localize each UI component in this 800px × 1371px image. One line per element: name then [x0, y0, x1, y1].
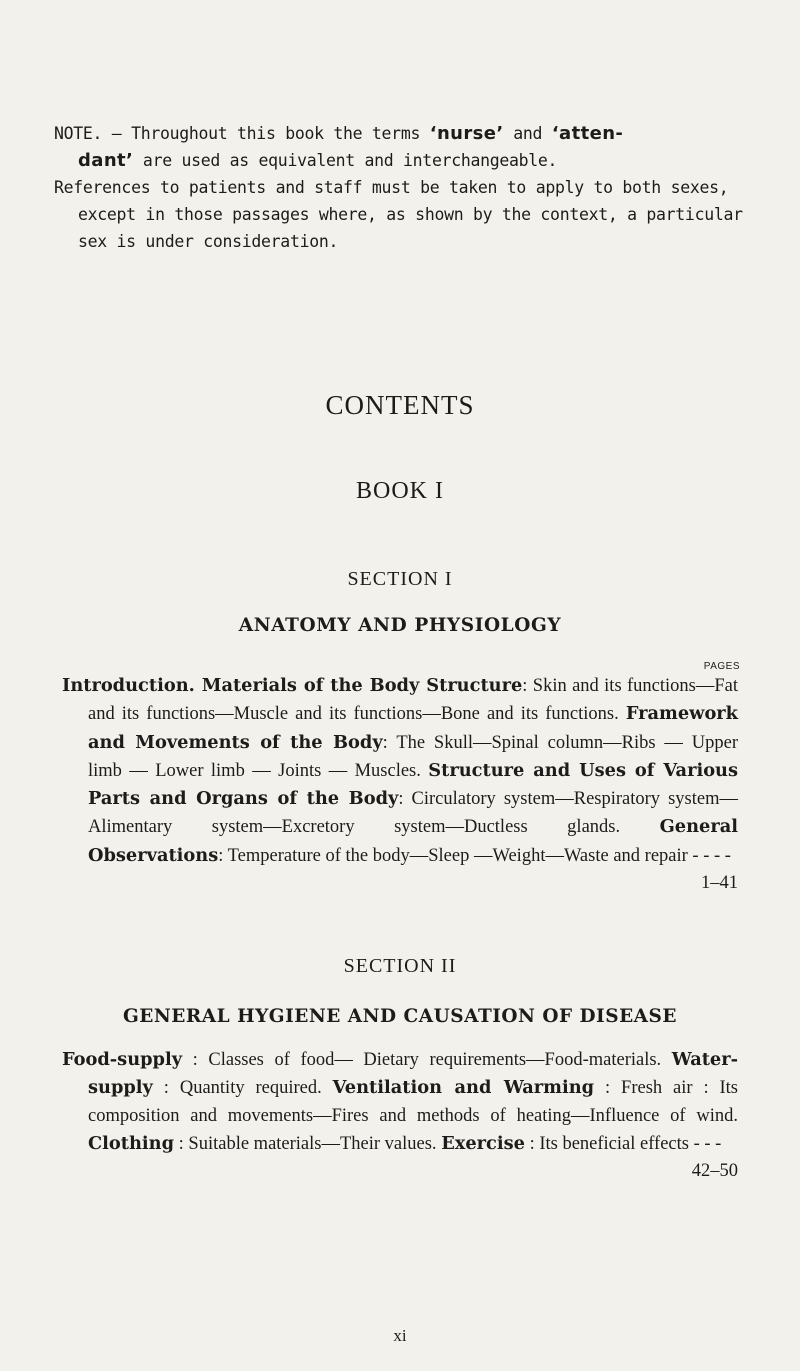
section2-entry	[62, 1046, 738, 1185]
page-number: xi	[393, 1326, 407, 1345]
text-ventilation: : Fresh air : Its composition and movements—Fires and methods of heating—Influence of wind.	[88, 1078, 738, 1126]
term-attendant-part1: ‘atten-	[551, 123, 624, 144]
section2-title: SECTION II	[343, 955, 457, 977]
pages-column-label: PAGES	[703, 661, 740, 672]
note-terms	[54, 120, 744, 174]
section2-paragraph	[62, 1046, 738, 1182]
text-framework: : The Skull—Spinal column—Ribs — Upper limb — Lower limb — Joints — Muscles.	[88, 732, 738, 781]
term-nurse: ‘nurse’	[429, 123, 504, 144]
note-lead: NOTE. — Throughout this book the terms	[54, 124, 430, 143]
section1-paragraph	[62, 672, 739, 894]
section2-subtitle: GENERAL HYGIENE AND CAUSATION OF DISEASE	[123, 1006, 677, 1027]
heading-food-supply: Food-supply	[62, 1049, 183, 1070]
note-mid: and	[503, 124, 552, 143]
text-introduction: : Skin and its functions—Fat and its functions—Muscle and its functions—Bone and its functions.	[88, 676, 739, 725]
section1-entry	[62, 672, 738, 897]
term-attendant-part2: dant’	[78, 150, 134, 171]
heading-framework: Framework and Movements of the Body	[88, 703, 738, 753]
contents-title: CONTENTS	[325, 390, 475, 420]
heading-general-observations: General Observations	[88, 816, 738, 866]
heading-exercise: Exercise	[441, 1132, 525, 1154]
leader-dots: - - -	[688, 1133, 722, 1154]
heading-clothing: Clothing	[88, 1132, 175, 1154]
page-range: 1–41	[701, 873, 738, 894]
text-food-supply: : Classes of food— Dietary requirements—Food-materials.	[182, 1050, 672, 1070]
text-clothing: : Suitable materials—Their values.	[174, 1133, 442, 1154]
note-tail: are used as equivalent and interchangeable.	[133, 151, 558, 170]
text-structure: : Circulatory system—Respiratory system—Alimentary system—Excretory system—Ductless glands.	[88, 789, 738, 838]
section1-title: SECTION I	[347, 568, 453, 590]
heading-structure: Structure and Uses of Various Parts and Organs of the Body	[88, 759, 738, 810]
note-references: References to patients and staff must be taken to apply to both sexes, except in those passages where, as shown by the context, a particular sex is under consideration.	[54, 178, 743, 251]
text-general-observations: : Temperature of the body—Sleep —Weight—Waste and repair	[218, 845, 688, 866]
editorial-note	[54, 120, 744, 255]
text-exercise: : Its beneficial effects	[524, 1133, 689, 1154]
heading-ventilation: Ventilation and Warming	[332, 1077, 595, 1099]
heading-water-supply: Water-supply	[88, 1049, 738, 1099]
leader-dots: - - - -	[687, 845, 731, 866]
text-water-supply: : Quantity required.	[152, 1078, 333, 1099]
section1-subtitle: ANATOMY AND PHYSIOLOGY	[238, 615, 562, 636]
heading-introduction: Introduction. Materials of the Body Structure	[62, 675, 523, 696]
book-title: BOOK I	[356, 478, 444, 504]
page-range: 42–50	[691, 1161, 738, 1182]
